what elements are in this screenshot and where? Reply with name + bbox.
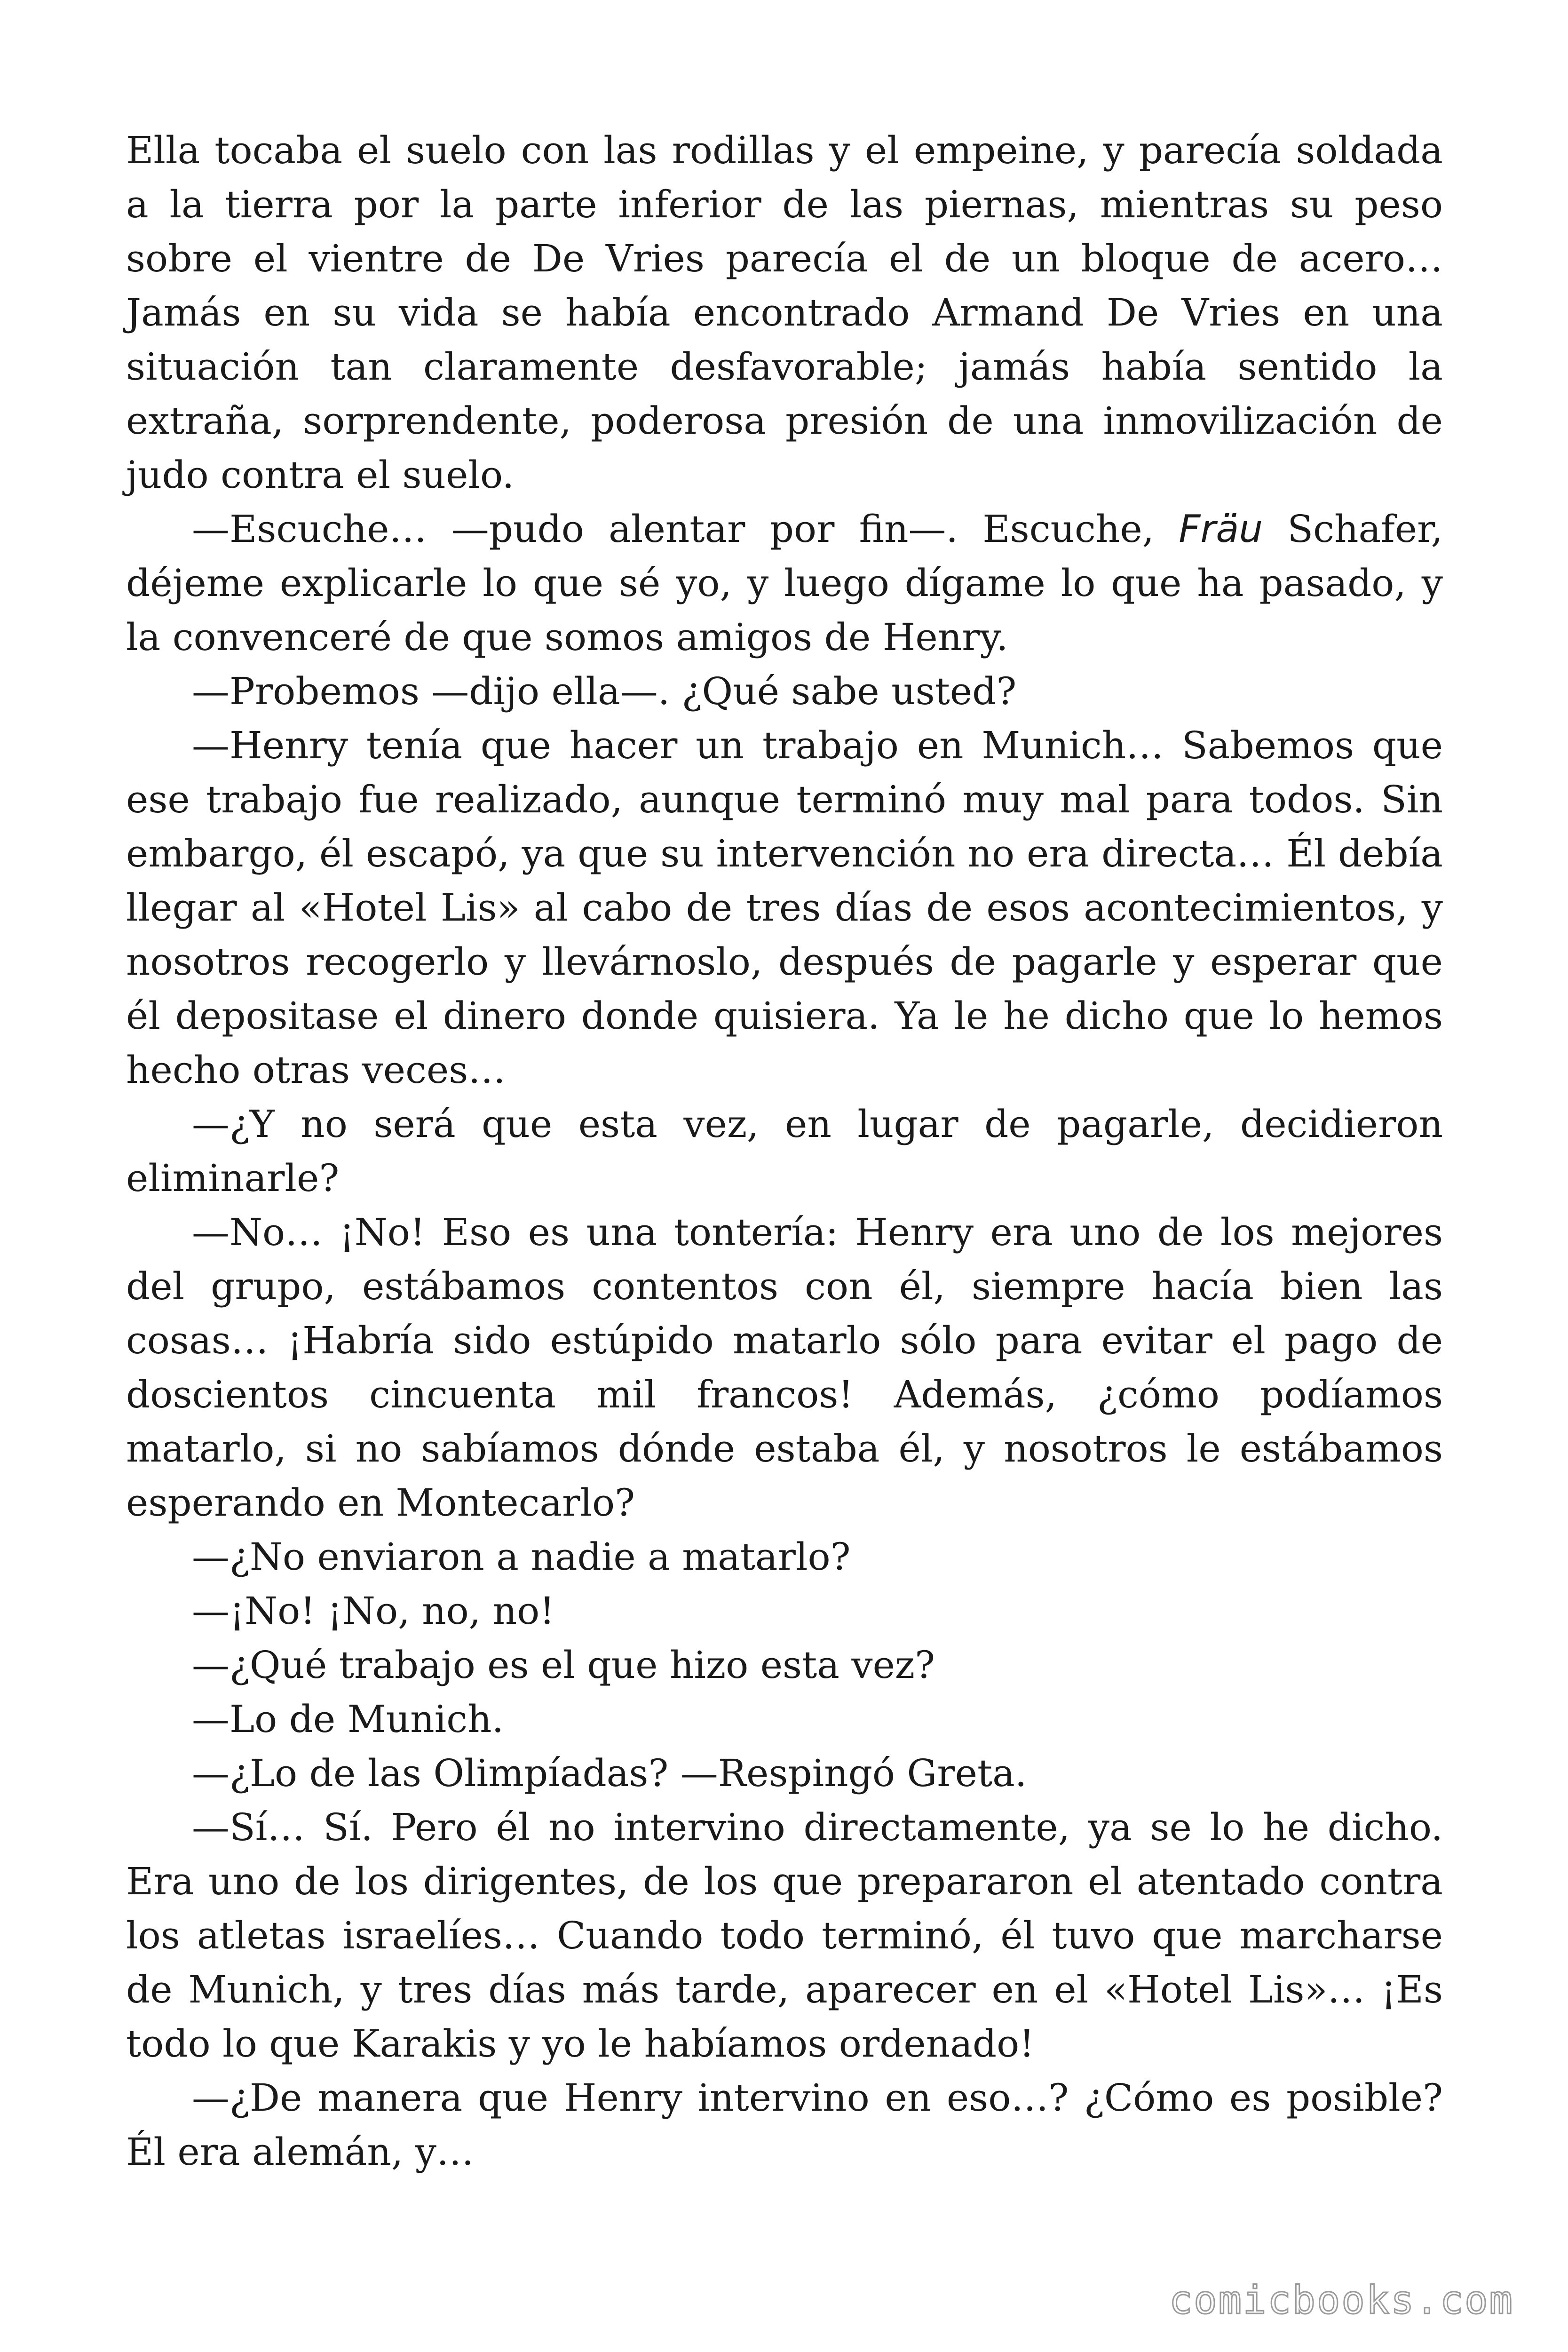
- paragraph: —¿Y no será que esta vez, en lugar de pagarle, decidieron eliminarle?: [126, 1102, 1443, 1200]
- paragraph: —Probemos —dijo ella—. ¿Qué sabe usted?: [192, 669, 1017, 713]
- paragraph: —¿De manera que Henry intervino en eso…? ¿Cómo es posible? Él era alemán, y…: [126, 2076, 1443, 2174]
- paragraph: —Lo de Munich.: [192, 1697, 504, 1741]
- watermark: comicbooks.com: [1169, 2278, 1514, 2323]
- paragraph: Ella tocaba el suelo con las rodillas y el empeine, y parecía soldada a la tierra por la parte inferior de las piernas, mientras su peso sobre el vientre de De Vries parecía el de un bloque de acero… Jamás en su vida se había encontrado Armand De Vries en una situación tan claramente desfavorable; jamás había sentido la extraña, sorprendente, poderosa presión de una inmovilización de judo contra el suelo.: [126, 128, 1443, 497]
- italic-word: Fräu: [1179, 507, 1263, 551]
- paragraph: —No… ¡No! Eso es una tontería: Henry era uno de los mejores del grupo, estábamos contentos con él, siempre hacía bien las cosas… ¡Habría sido estúpido matarlo sólo para evitar el pago de doscientos cincuenta mil francos! Además, ¿cómo podíamos matarlo, si no sabíamos dónde estaba él, y nosotros le estábamos esperando en Montecarlo?: [126, 1210, 1443, 1525]
- paragraph: —¿Lo de las Olimpíadas? —Respingó Greta.: [192, 1751, 1027, 1795]
- paragraph: —Sí… Sí. Pero él no intervino directamente, ya se lo he dicho. Era uno de los dirigentes, de los que prepararon el atentado contra los atletas israelíes… Cuando todo terminó, él tuvo que marcharse de Munich, y tres días más tarde, aparecer en el «Hotel Lis»… ¡Es todo lo que Karakis y yo le habíamos ordenado!: [126, 1805, 1443, 2066]
- paragraph-text: Schafer, déjeme explicarle lo que sé yo, y luego dígame lo que ha pasado, y la convenceré de que somos amigos de Henry.: [126, 507, 1443, 659]
- paragraph: —¿No enviaron a nadie a matarlo?: [192, 1535, 851, 1579]
- paragraph: —¡No! ¡No, no, no!: [192, 1589, 555, 1633]
- book-page-text: [126, 123, 1443, 2179]
- paragraph: [126, 502, 1443, 664]
- paragraph: —Henry tenía que hacer un trabajo en Munich… Sabemos que ese trabajo fue realizado, aunque terminó muy mal para todos. Sin embargo, él escapó, ya que su intervención no era directa… Él debía llegar al «Hotel Lis» al cabo de tres días de esos acontecimientos, y nosotros recogerlo y llevárnoslo, después de pagarle y esperar que él depositase el dinero donde quisiera. Ya le he dicho que lo hemos hecho otras veces…: [126, 723, 1443, 1092]
- paragraph: —¿Qué trabajo es el que hizo esta vez?: [192, 1643, 935, 1687]
- paragraph-text: —Escuche… —pudo alentar por fin—. Escuche,: [192, 507, 1179, 551]
